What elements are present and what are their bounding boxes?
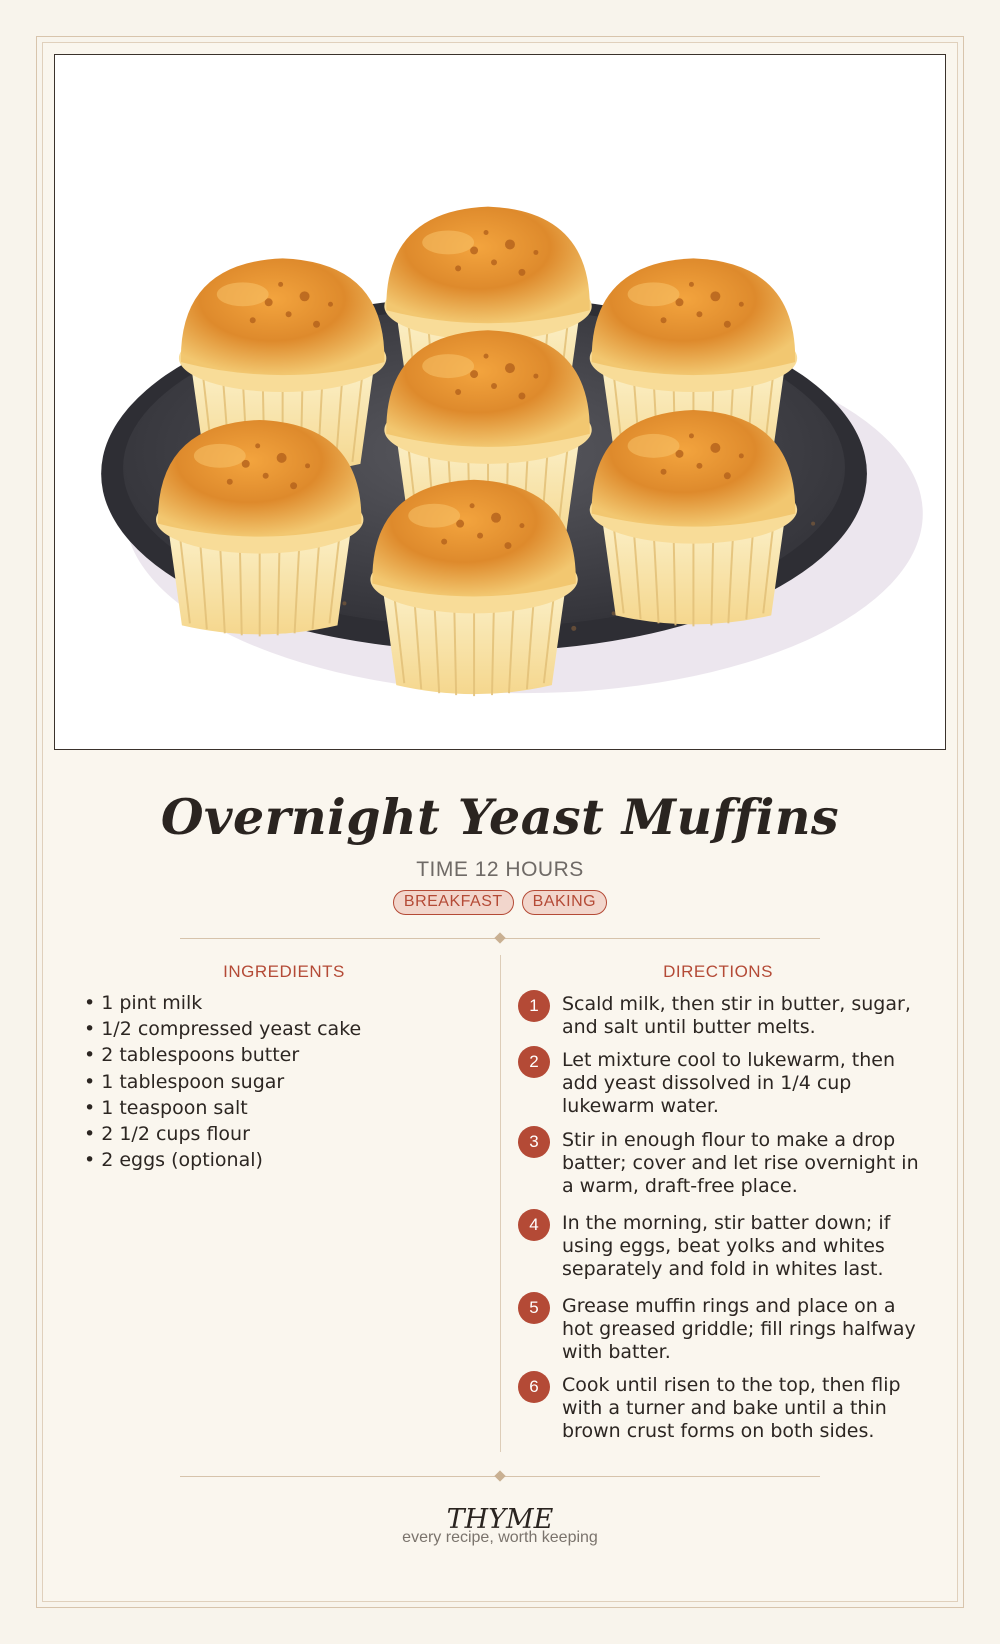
brand-tagline: every recipe, worth keeping — [402, 1529, 598, 1546]
ingredient-item: • 2 tablespoons butter — [84, 1042, 484, 1068]
step-text: Scald milk, then stir in butter, sugar, and salt until butter melts. — [562, 993, 911, 1038]
brand-logo: THYME — [446, 1504, 554, 1535]
ingredient-item: • 1 teaspoon salt — [84, 1095, 484, 1121]
tag-list — [0, 890, 1000, 915]
tag-baking[interactable]: BAKING — [522, 890, 607, 915]
muffins-illustration — [55, 55, 945, 749]
step-text: Let mixture cool to lukewarm, then add yeast dissolved in 1/4 cup lukewarm water. — [562, 1049, 896, 1117]
recipe-photo — [54, 54, 946, 750]
ingredient-item: • 1 tablespoon sugar — [84, 1069, 484, 1095]
step-number-badge: 6 — [518, 1371, 550, 1403]
directions-heading: DIRECTIONS — [663, 962, 773, 981]
recipe-title: Overnight Yeast Muffins — [160, 788, 840, 846]
step-text: Cook until risen to the top, then flip with a turner and bake until a thin brown crust forms on both sides. — [562, 1374, 901, 1442]
step-number-badge: 2 — [518, 1046, 550, 1078]
ingredients-heading: INGREDIENTS — [223, 962, 345, 981]
step-number-badge: 4 — [518, 1209, 550, 1241]
ingredient-item: • 1 pint milk — [84, 990, 484, 1016]
step-text: In the morning, stir batter down; if using eggs, beat yolks and whites separately and fold in whites last. — [562, 1212, 891, 1280]
tag-breakfast[interactable]: BREAKFAST — [393, 890, 514, 915]
ingredient-item: • 1/2 compressed yeast cake — [84, 1016, 484, 1042]
step-number-badge: 1 — [518, 990, 550, 1022]
step-text: Stir in enough flour to make a drop batter; cover and let rise overnight in a warm, draft-free place. — [562, 1129, 919, 1197]
column-divider — [500, 955, 501, 1452]
recipe-time: TIME 12 HOURS — [416, 858, 584, 881]
ingredient-item: • 2 1/2 cups flour — [84, 1121, 484, 1147]
step-number-badge: 5 — [518, 1292, 550, 1324]
ingredient-item: • 2 eggs (optional) — [84, 1147, 484, 1173]
ingredients-list — [84, 990, 484, 1173]
step-number-badge: 3 — [518, 1126, 550, 1158]
step-text: Grease muffin rings and place on a hot greased griddle; fill rings halfway with batter. — [562, 1295, 916, 1363]
